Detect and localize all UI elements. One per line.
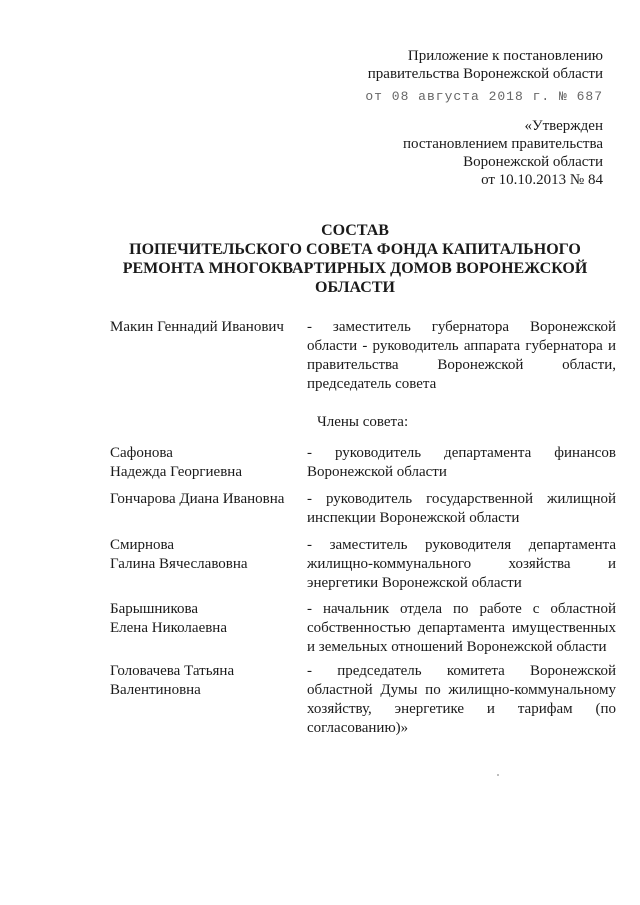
resolution-date-stamp: от 08 августа 2018 г. № 687 <box>365 89 603 104</box>
title-line-3: РЕМОНТА МНОГОКВАРТИРНЫХ ДОМОВ ВОРОНЕЖСКОЙ <box>122 260 588 277</box>
member-name-line-1: Головачева Татьяна <box>110 663 235 679</box>
member-position: - руководитель департамента финансов Воронежской области <box>307 445 616 480</box>
member-position: - начальник отдела по работе с областной собственностью департамента имущественных и земельных отношений Воронежской области <box>307 601 616 655</box>
approved-line-4: от 10.10.2013 № 84 <box>481 172 603 188</box>
appendix-line-2: правительства Воронежской области <box>367 66 603 82</box>
approved-line-2: постановлением правительства <box>402 136 603 152</box>
member-name-line-2: Валентиновна <box>110 682 201 698</box>
appendix-line-1: Приложение к постановлению <box>407 48 603 64</box>
title-line-1: СОСТАВ <box>321 222 389 239</box>
chairman-position: - заместитель губернатора Воронежской области - руководитель аппарата губернатора и правительства Воронежской области, председатель совета <box>307 319 616 392</box>
member-name-line-1: Смирнова <box>110 537 175 553</box>
member-position: - председатель комитета Воронежской областной Думы по жилищно-коммунальному хозяйству, энергетике и тарифам (по согласованию)» <box>307 663 616 736</box>
member-name-line-2: Надежда Георгиевна <box>110 464 242 480</box>
approved-line-3: Воронежской области <box>463 154 603 170</box>
member-position: - заместитель руководителя департамента жилищно-коммунального хозяйства и энергетики Воронежской области <box>307 537 616 591</box>
member-position: - руководитель государственной жилищной инспекции Воронежской области <box>307 491 616 526</box>
chairman-name: Макин Геннадий Иванович <box>110 319 284 335</box>
member-name-line-1: Барышникова <box>110 601 199 617</box>
scan-speck <box>497 774 499 776</box>
member-name-line-2: Галина Вячеславовна <box>110 556 248 572</box>
title-line-2: ПОПЕЧИТЕЛЬСКОГО СОВЕТА ФОНДА КАПИТАЛЬНОГО <box>129 241 581 258</box>
member-name-line-1: Гончарова Диана Ивановна <box>110 491 285 507</box>
members-heading: Члены совета: <box>317 414 409 430</box>
member-name-line-1: Сафонова <box>110 445 173 461</box>
approved-line-1: «Утвержден <box>524 118 603 134</box>
title-line-4: ОБЛАСТИ <box>315 279 395 296</box>
member-name-line-2: Елена Николаевна <box>110 620 227 636</box>
